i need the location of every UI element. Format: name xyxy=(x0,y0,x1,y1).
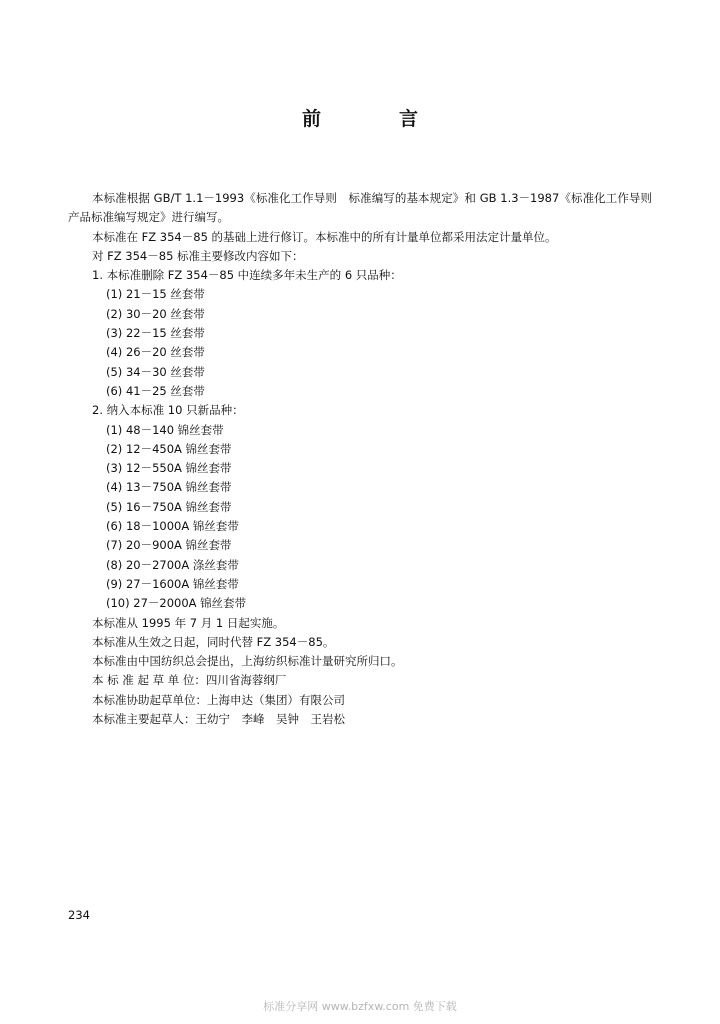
list-item: (8) 20－2700A 涤丝套带 xyxy=(106,557,239,572)
list-item: (1) 21－15 丝套带 xyxy=(106,287,205,302)
list-item: (2) 12－450A 锦丝套带 xyxy=(106,441,232,456)
list-item: (5) 34－30 丝套带 xyxy=(106,364,205,379)
list-item: (2) 30－20 丝套带 xyxy=(106,306,205,321)
closing-line: 本标准从 1995 年 7 月 1 日起实施。 xyxy=(92,615,285,630)
list-item: (6) 18－1000A 锦丝套带 xyxy=(106,519,239,534)
list-item: (3) 22－15 丝套带 xyxy=(106,326,205,341)
list-item: (5) 16－750A 锦丝套带 xyxy=(106,499,232,514)
title-char-2: 言 xyxy=(399,108,419,130)
section-heading: 1. 本标准删除 FZ 354－85 中连续多年未生产的 6 只品种： xyxy=(92,268,402,283)
closing-line: 本标准由中国纺织总会提出，上海纺织标准计量研究所归口。 xyxy=(92,654,403,669)
assisting-unit: 本标准协助起草单位：上海申达（集团）有限公司 xyxy=(92,692,345,707)
list-item: (4) 26－20 丝套带 xyxy=(106,345,205,360)
paragraph: 本标准根据 GB/T 1.1－1993《标准化工作导则 标准编写的基本规定》和 GB 1.3－1987《标准化工作导则 产品标准编写规定》进行编写。 xyxy=(68,191,664,225)
title-char-1: 前 xyxy=(301,108,321,130)
list-item: (7) 20－900A 锦丝套带 xyxy=(106,538,232,553)
section-heading: 2. 纳入本标准 10 只新品种： xyxy=(92,403,244,418)
list-item: (6) 41－25 丝套带 xyxy=(106,383,205,398)
closing-line: 本标准从生效之日起，同时代替 FZ 354－85。 xyxy=(92,634,335,649)
drafting-unit: 本 标 准 起 草 单 位：四川省海蓉纲厂 xyxy=(92,673,287,688)
list-item: (1) 48－140 锦丝套带 xyxy=(106,422,224,437)
page-title xyxy=(0,104,720,131)
drafters: 本标准主要起草人：王幼宁 李峰 吴钟 王岩松 xyxy=(92,712,345,727)
paragraph: 对 FZ 354－85 标准主要修改内容如下： xyxy=(92,248,304,263)
page-number: 234 xyxy=(68,908,90,922)
list-item: (9) 27－1600A 锦丝套带 xyxy=(106,576,239,591)
list-item: (4) 13－750A 锦丝套带 xyxy=(106,480,232,495)
list-item: (10) 27－2000A 锦丝套带 xyxy=(106,596,247,611)
list-item: (3) 12－550A 锦丝套带 xyxy=(106,461,232,476)
document-body xyxy=(68,189,664,729)
watermark-footer: 标准分享网 www.bzfxw.com 免费下载 xyxy=(263,1000,457,1013)
paragraph: 本标准在 FZ 354－85 的基础上进行修订。本标准中的所有计量单位都采用法定计量单位。 xyxy=(92,229,557,244)
